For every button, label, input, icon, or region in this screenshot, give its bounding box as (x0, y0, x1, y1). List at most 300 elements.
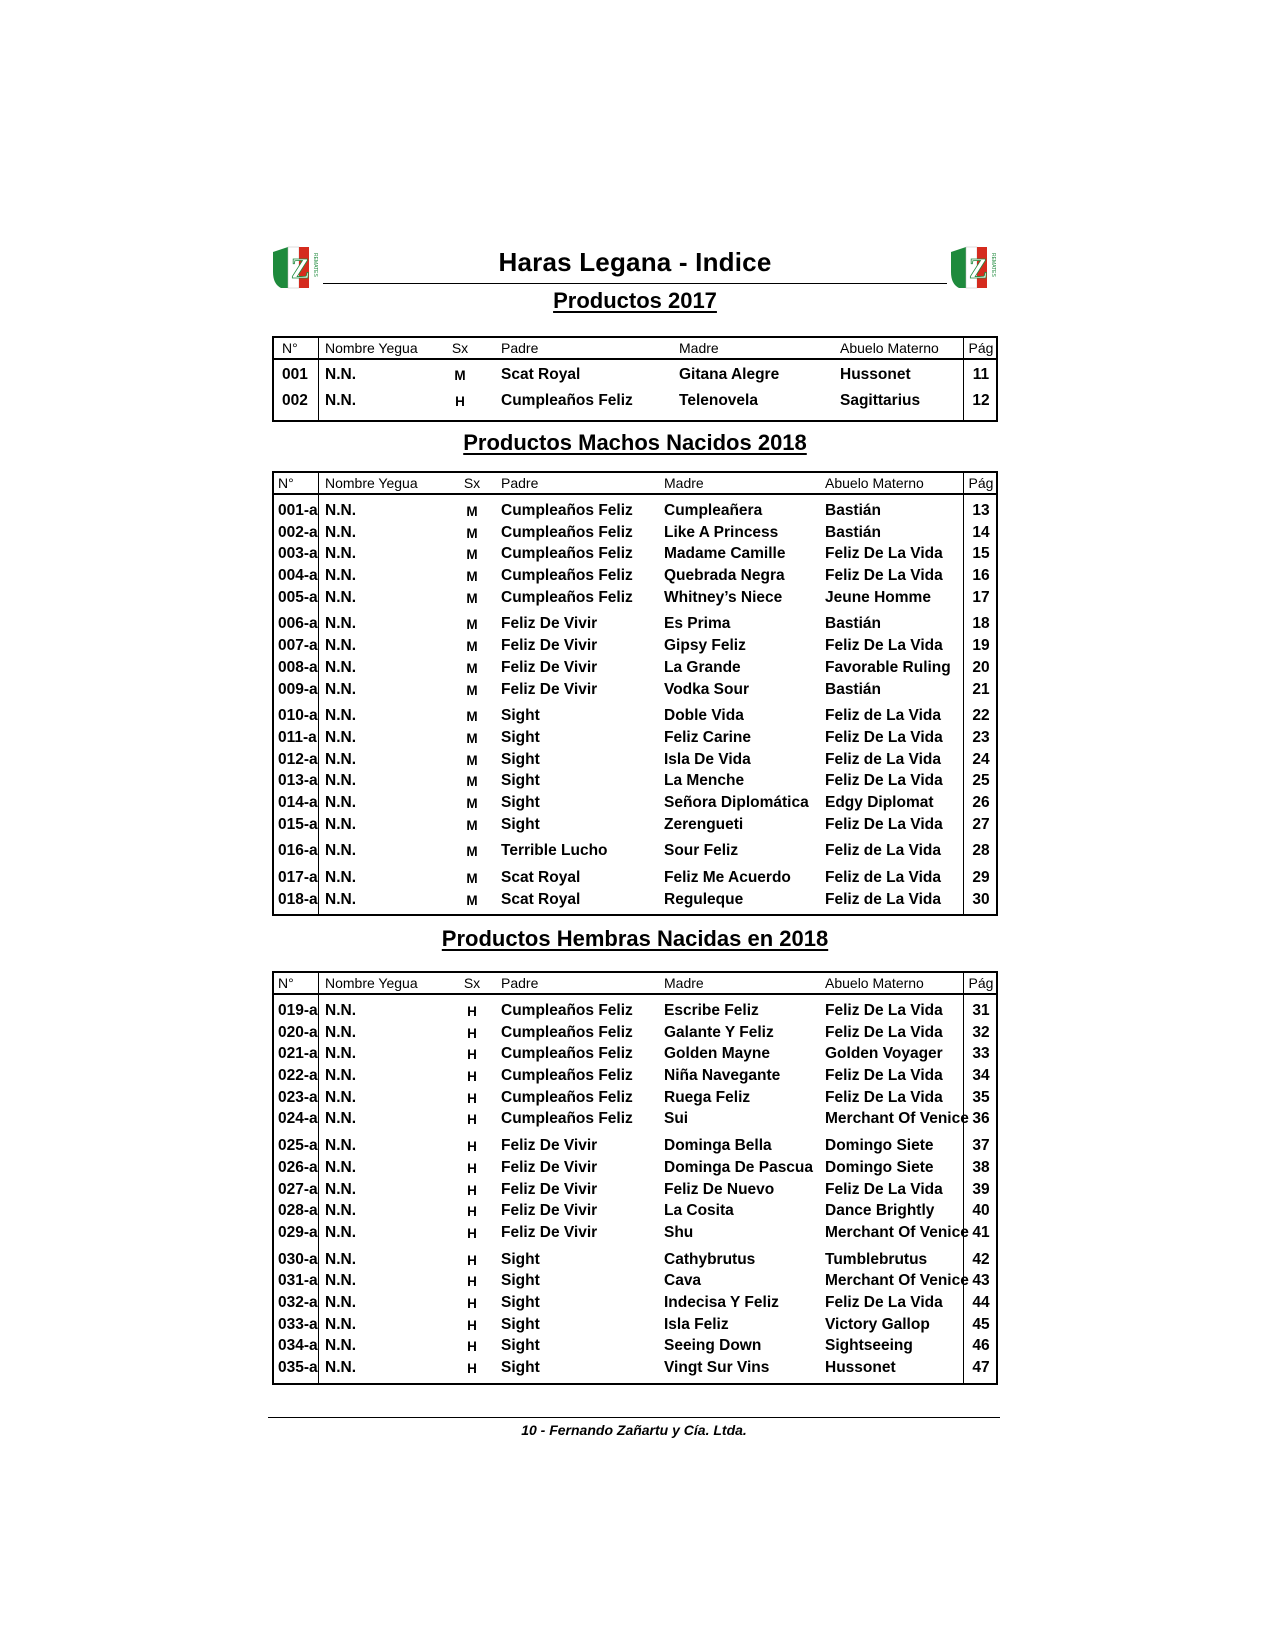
cell-nombre: N.N. (325, 1315, 356, 1333)
table-row (274, 867, 996, 889)
cell-abuelo: Domingo Siete (825, 1158, 934, 1176)
cell-madre: Sour Feliz (664, 842, 739, 860)
cell-sx: M (466, 569, 478, 585)
cell-abuelo: Feliz De La Vida (825, 815, 943, 833)
table-row (274, 1335, 996, 1357)
cell-sx: H (467, 1252, 477, 1268)
cell-abuelo: Edgy Diplomat (825, 793, 934, 811)
cell-padre: Cumpleaños Feliz (501, 588, 633, 606)
cell-madre: Seeing Down (664, 1337, 762, 1355)
table-row (274, 1292, 996, 1314)
cell-n: 005-a (278, 588, 318, 606)
cell-nombre: N.N. (325, 1272, 356, 1290)
cell-n: 011-a (278, 728, 317, 746)
cell-madre: Cathybrutus (664, 1250, 756, 1268)
cell-sx: H (467, 1339, 477, 1355)
column-header-abuelo: Abuelo Materno (840, 340, 939, 356)
cell-abuelo: Merchant Of Venice (825, 1272, 969, 1290)
table-row (274, 727, 996, 749)
cell-sx: M (466, 795, 478, 811)
table-row (274, 889, 996, 911)
cell-madre: Feliz Me Acuerdo (664, 869, 791, 886)
cell-nombre: N.N. (325, 637, 356, 655)
column-header-n: N° (278, 475, 294, 491)
table-row (274, 543, 996, 565)
column-header-nombre: Nombre Yegua (325, 475, 418, 491)
cell-sx: H (467, 1139, 477, 1155)
cell-madre: Whitney’s Niece (664, 588, 783, 606)
cell-padre: Cumpleaños Feliz (501, 545, 633, 563)
cell-pag: 14 (972, 523, 990, 541)
cell-madre: Señora Diplomática (664, 793, 809, 811)
cell-pag: 30 (972, 890, 990, 908)
cell-pag: 39 (972, 1180, 990, 1198)
table-row (274, 390, 996, 416)
cell-sx: H (467, 1182, 477, 1198)
cell-abuelo: Sightseeing (825, 1337, 913, 1355)
footer-rule (268, 1417, 1000, 1418)
cell-abuelo: Feliz De La Vida (825, 1088, 943, 1106)
cell-padre: Cumpleaños Feliz (501, 567, 633, 585)
table-row (274, 1157, 996, 1179)
cell-padre: Cumpleaños Feliz (501, 502, 633, 519)
cell-abuelo: Feliz De La Vida (825, 728, 943, 746)
cell-nombre: N.N. (325, 1337, 356, 1355)
index-table (272, 336, 998, 422)
cell-sx: H (467, 1160, 477, 1176)
cell-sx: H (467, 1361, 477, 1376)
table-row (274, 1179, 996, 1201)
cell-sx: M (466, 817, 478, 833)
cell-n: 026-a (278, 1158, 318, 1176)
cell-nombre: N.N. (325, 793, 356, 811)
column-header-sx: Sx (463, 475, 481, 491)
cell-sx: M (466, 590, 478, 606)
table-row (274, 679, 996, 701)
cell-nombre: N.N. (325, 750, 356, 768)
cell-n: 007-a (278, 637, 318, 655)
cell-madre: Shu (664, 1223, 694, 1241)
cell-n: 017-a (278, 869, 318, 886)
cell-nombre: N.N. (325, 1137, 356, 1155)
cell-nombre: N.N. (325, 842, 356, 860)
cell-madre: Reguleque (664, 890, 744, 908)
cell-sx: H (467, 1295, 477, 1311)
cell-nombre: N.N. (325, 523, 356, 541)
cell-madre: Cava (664, 1272, 702, 1290)
cell-pag: 16 (972, 567, 990, 585)
cell-nombre: N.N. (325, 1088, 356, 1106)
cell-n: 020-a (278, 1023, 318, 1041)
cell-madre: Like A Princess (664, 523, 779, 541)
cell-pag: 13 (972, 502, 990, 519)
cell-abuelo: Dance Brightly (825, 1202, 935, 1220)
cell-madre: La Grande (664, 658, 741, 676)
column-header-n: N° (282, 340, 298, 356)
cell-n: 019-a (278, 1002, 318, 1019)
cell-madre: Gitana Alegre (679, 366, 780, 383)
column-header-madre: Madre (664, 975, 704, 991)
table-row (274, 1022, 996, 1044)
cell-sx: H (467, 1225, 477, 1241)
cell-pag: 32 (972, 1023, 990, 1041)
cell-n: 013-a (278, 772, 318, 790)
cell-pag: 31 (972, 1002, 990, 1019)
index-table (272, 471, 998, 916)
cell-padre: Feliz De Vivir (501, 658, 598, 676)
cell-abuelo: Feliz de La Vida (825, 842, 942, 860)
table-row (274, 840, 996, 862)
cell-sx: H (467, 1004, 477, 1019)
cell-abuelo: Sagittarius (840, 392, 921, 409)
cell-madre: Ruega Feliz (664, 1088, 751, 1106)
cell-madre: Feliz De Nuevo (664, 1180, 775, 1198)
cell-pag: 37 (972, 1137, 990, 1155)
cell-padre: Sight (501, 1337, 540, 1355)
table-row (274, 657, 996, 679)
cell-padre: Sight (501, 728, 540, 746)
cell-nombre: N.N. (325, 545, 356, 563)
cell-sx: M (466, 774, 478, 790)
cell-madre: Golden Mayne (664, 1045, 770, 1063)
cell-padre: Feliz De Vivir (501, 637, 598, 655)
cell-sx: M (466, 504, 478, 519)
cell-madre: Galante Y Feliz (664, 1023, 774, 1041)
cell-sx: H (467, 1317, 477, 1333)
cell-pag: 34 (972, 1067, 990, 1085)
cell-n: 031-a (278, 1272, 318, 1290)
cell-n: 001 (282, 366, 308, 383)
column-header-madre: Madre (679, 340, 719, 356)
column-header-nombre: Nombre Yegua (325, 340, 418, 356)
cell-abuelo: Bastián (825, 523, 881, 541)
cell-nombre: N.N. (325, 392, 356, 409)
cell-pag: 18 (972, 615, 990, 633)
cell-n: 024-a (278, 1110, 318, 1128)
table-row (274, 770, 996, 792)
cell-madre: Indecisa Y Feliz (664, 1293, 779, 1311)
cell-madre: Gipsy Feliz (664, 637, 746, 655)
cell-sx: H (467, 1025, 477, 1041)
table-row (274, 565, 996, 587)
column-header-nombre: Nombre Yegua (325, 975, 418, 991)
cell-n: 006-a (278, 615, 318, 633)
cell-padre: Feliz De Vivir (501, 680, 598, 698)
cell-nombre: N.N. (325, 1002, 356, 1019)
cell-nombre: N.N. (325, 890, 356, 908)
cell-pag: 22 (972, 707, 990, 725)
cell-abuelo: Hussonet (825, 1359, 896, 1376)
cell-madre: La Menche (664, 772, 745, 790)
cell-pag: 46 (972, 1337, 990, 1355)
cell-sx: M (466, 617, 478, 633)
table-row (274, 1200, 996, 1222)
cell-nombre: N.N. (325, 1223, 356, 1241)
cell-padre: Sight (501, 815, 540, 833)
cell-n: 032-a (278, 1293, 318, 1311)
cell-n: 034-a (278, 1337, 318, 1355)
table-row (274, 364, 996, 390)
cell-madre: Feliz Carine (664, 728, 751, 746)
cell-abuelo: Merchant Of Venice (825, 1110, 969, 1128)
svg-text:Z: Z (969, 254, 988, 285)
cell-padre: Sight (501, 1250, 540, 1268)
table-row (274, 1314, 996, 1336)
svg-text:REMATES: REMATES (312, 253, 318, 277)
cell-abuelo: Feliz De La Vida (825, 637, 943, 655)
cell-nombre: N.N. (325, 1110, 356, 1128)
cell-sx: M (466, 892, 478, 908)
cell-pag: 36 (972, 1110, 990, 1128)
cell-madre: Dominga Bella (664, 1137, 772, 1155)
cell-abuelo: Feliz De La Vida (825, 545, 943, 563)
cell-sx: H (467, 1112, 477, 1128)
cell-abuelo: Domingo Siete (825, 1137, 934, 1155)
cell-pag: 19 (972, 637, 990, 655)
cell-madre: Es Prima (664, 615, 731, 633)
cell-n: 014-a (278, 793, 318, 811)
cell-pag: 45 (972, 1315, 990, 1333)
cell-pag: 40 (972, 1202, 990, 1220)
cell-padre: Feliz De Vivir (501, 1158, 598, 1176)
cell-pag: 28 (972, 842, 990, 860)
cell-madre: Zerengueti (664, 815, 744, 833)
column-header-n: N° (278, 975, 294, 991)
svg-text:Z: Z (291, 254, 310, 285)
header-rule (323, 283, 947, 284)
cell-padre: Cumpleaños Feliz (501, 523, 633, 541)
table-row (274, 1087, 996, 1109)
cell-sx: H (467, 1069, 477, 1085)
cell-pag: 11 (972, 366, 990, 383)
cell-nombre: N.N. (325, 1023, 356, 1041)
cell-pag: 12 (972, 392, 990, 409)
cell-n: 008-a (278, 658, 318, 676)
cell-padre: Feliz De Vivir (501, 1180, 598, 1198)
column-header-abuelo: Abuelo Materno (825, 975, 924, 991)
cell-abuelo: Bastián (825, 680, 881, 698)
cell-padre: Scat Royal (501, 366, 581, 383)
cell-abuelo: Feliz De La Vida (825, 1293, 943, 1311)
table-header (274, 338, 996, 360)
cell-nombre: N.N. (325, 1250, 356, 1268)
cell-abuelo: Merchant Of Venice (825, 1223, 969, 1241)
cell-madre: Vodka Sour (664, 680, 749, 698)
cell-nombre: N.N. (325, 1293, 356, 1311)
cell-pag: 23 (972, 728, 990, 746)
table-row (274, 1222, 996, 1244)
cell-padre: Scat Royal (501, 869, 581, 886)
cell-abuelo: Feliz de La Vida (825, 890, 942, 908)
table-row (274, 1249, 996, 1271)
cell-sx: M (466, 844, 478, 860)
cell-pag: 24 (972, 750, 990, 768)
cell-padre: Sight (501, 750, 540, 768)
cell-madre: Dominga De Pascua (664, 1158, 814, 1176)
table-row (274, 1108, 996, 1130)
cell-abuelo: Victory Gallop (825, 1315, 930, 1333)
cell-n: 009-a (278, 680, 318, 698)
cell-sx: H (467, 1047, 477, 1063)
page-header (271, 244, 999, 284)
cell-nombre: N.N. (325, 728, 356, 746)
cell-nombre: N.N. (325, 1158, 356, 1176)
cell-padre: Sight (501, 772, 540, 790)
cell-sx: M (466, 547, 478, 563)
cell-madre: Doble Vida (664, 707, 744, 725)
cell-pag: 35 (972, 1088, 990, 1106)
cell-madre: Cumpleañera (664, 502, 763, 519)
cell-nombre: N.N. (325, 680, 356, 698)
cell-n: 021-a (278, 1045, 318, 1063)
cell-sx: M (466, 660, 478, 676)
cell-madre: Sui (664, 1110, 689, 1128)
column-header-padre: Padre (501, 340, 539, 356)
table-row (274, 587, 996, 609)
cell-abuelo: Feliz De La Vida (825, 1002, 943, 1019)
cell-n: 002-a (278, 523, 318, 541)
svg-text:REMATES: REMATES (990, 253, 996, 277)
cell-abuelo: Feliz De La Vida (825, 1180, 943, 1198)
table-header (274, 973, 996, 995)
cell-n: 004-a (278, 567, 318, 585)
cell-sx: H (467, 1274, 477, 1290)
cell-pag: 27 (972, 815, 990, 833)
cell-sx: M (466, 682, 478, 698)
cell-abuelo: Favorable Ruling (825, 658, 951, 676)
cell-nombre: N.N. (325, 1180, 356, 1198)
cell-nombre: N.N. (325, 366, 356, 383)
section-title: Productos Hembras Nacidas en 2018 (441, 926, 829, 951)
column-header-pag: Pág (968, 975, 994, 991)
cell-abuelo: Jeune Homme (825, 588, 931, 606)
cell-pag: 47 (972, 1359, 990, 1376)
table-row (274, 1357, 996, 1379)
cell-nombre: N.N. (325, 815, 356, 833)
cell-n: 018-a (278, 890, 318, 908)
cell-nombre: N.N. (325, 772, 356, 790)
cell-n: 003-a (278, 545, 318, 563)
cell-nombre: N.N. (325, 658, 356, 676)
cell-madre: Isla Feliz (664, 1315, 729, 1333)
cell-sx: H (467, 1090, 477, 1106)
cell-padre: Cumpleaños Feliz (501, 1045, 633, 1063)
cell-madre: La Cosita (664, 1202, 734, 1220)
cell-padre: Cumpleaños Feliz (501, 1088, 633, 1106)
column-header-pag: Pág (968, 340, 994, 356)
column-header-padre: Padre (501, 475, 539, 491)
cell-pag: 42 (972, 1250, 990, 1268)
cell-n: 035-a (278, 1359, 318, 1376)
section-title: Productos Machos Nacidos 2018 (463, 430, 807, 455)
cell-n: 023-a (278, 1088, 318, 1106)
cell-pag: 29 (972, 869, 990, 886)
column-header-sx: Sx (451, 340, 469, 356)
cell-sx: M (466, 730, 478, 746)
page-footer: 10 - Fernando Zañartu y Cía. Ltda. (521, 1422, 747, 1438)
cell-pag: 25 (972, 772, 990, 790)
cell-padre: Feliz De Vivir (501, 615, 598, 633)
cell-sx: M (466, 525, 478, 541)
column-header-sx: Sx (463, 975, 481, 991)
cell-pag: 20 (972, 658, 990, 676)
table-row (274, 522, 996, 544)
table-row (274, 1065, 996, 1087)
cell-padre: Sight (501, 1359, 540, 1376)
cell-n: 016-a (278, 842, 318, 860)
table-row (274, 1000, 996, 1022)
column-header-abuelo: Abuelo Materno (825, 475, 924, 491)
cell-padre: Feliz De Vivir (501, 1137, 598, 1155)
table-row (274, 749, 996, 771)
cell-pag: 17 (972, 588, 990, 606)
cell-nombre: N.N. (325, 588, 356, 606)
table-row (274, 613, 996, 635)
column-header-pag: Pág (968, 475, 994, 491)
cell-sx: M (466, 709, 478, 725)
cell-abuelo: Tumblebrutus (825, 1250, 928, 1268)
cell-nombre: N.N. (325, 615, 356, 633)
cell-n: 001-a (278, 502, 318, 519)
cell-n: 030-a (278, 1250, 318, 1268)
cell-pag: 38 (972, 1158, 990, 1176)
cell-padre: Sight (501, 707, 540, 725)
cell-padre: Cumpleaños Feliz (501, 1067, 633, 1085)
table-header (274, 473, 996, 495)
cell-n: 028-a (278, 1202, 318, 1220)
table-row (274, 500, 996, 522)
cell-n: 010-a (278, 707, 318, 725)
cell-abuelo: Feliz De La Vida (825, 1067, 943, 1085)
cell-n: 029-a (278, 1223, 318, 1241)
cell-madre: Niña Navegante (664, 1067, 781, 1085)
cell-pag: 43 (972, 1272, 990, 1290)
cell-padre: Feliz De Vivir (501, 1202, 598, 1220)
index-table (272, 971, 998, 1385)
cell-nombre: N.N. (325, 1359, 356, 1376)
table-row (274, 635, 996, 657)
cell-n: 015-a (278, 815, 318, 833)
cell-n: 027-a (278, 1180, 318, 1198)
cell-pag: 41 (972, 1223, 990, 1241)
cell-padre: Cumpleaños Feliz (501, 1002, 633, 1019)
cell-pag: 26 (972, 793, 990, 811)
cell-sx: H (467, 1204, 477, 1220)
cell-padre: Feliz De Vivir (501, 1223, 598, 1241)
cell-padre: Sight (501, 1315, 540, 1333)
cell-abuelo: Feliz de La Vida (825, 707, 942, 725)
cell-sx: H (455, 394, 465, 409)
cell-nombre: N.N. (325, 1202, 356, 1220)
cell-madre: Vingt Sur Vins (664, 1359, 770, 1376)
cell-nombre: N.N. (325, 707, 356, 725)
cell-abuelo: Feliz de La Vida (825, 869, 942, 886)
table-row (274, 705, 996, 727)
cell-nombre: N.N. (325, 1045, 356, 1063)
cell-padre: Scat Royal (501, 890, 581, 908)
cell-abuelo: Feliz De La Vida (825, 772, 943, 790)
cell-madre: Escribe Feliz (664, 1002, 759, 1019)
cell-padre: Cumpleaños Feliz (501, 1023, 633, 1041)
section-title: Productos 2017 (553, 288, 717, 313)
cell-n: 002 (282, 392, 308, 409)
cell-padre: Cumpleaños Feliz (501, 392, 633, 409)
cell-nombre: N.N. (325, 1067, 356, 1085)
table-row (274, 1135, 996, 1157)
cell-n: 012-a (278, 750, 318, 768)
cell-pag: 15 (972, 545, 990, 563)
cell-madre: Telenovela (679, 392, 758, 409)
